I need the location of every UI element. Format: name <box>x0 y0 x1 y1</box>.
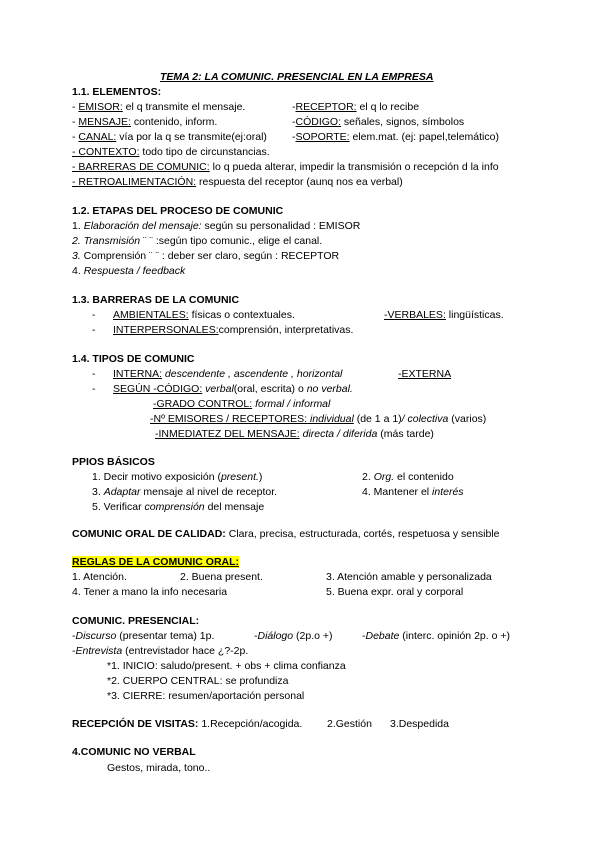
regla-4: 4. Tener a mano la info necesaria <box>72 586 228 598</box>
debate-label: Debate <box>365 630 400 642</box>
etapa-1-label: Elaboración del mensaje: <box>83 220 202 232</box>
tipo-interna-text: descendente , ascendente , horizontal <box>162 368 343 380</box>
elem-receptor: -RECEPTOR: el q lo recibe <box>292 101 420 113</box>
elem-soporte-text: elem.mat. (ej: papel,telemático) <box>349 131 499 143</box>
ppio-5-end: del mensaje <box>204 501 265 513</box>
barrera-interpersonales-text: comprensión, interpretativas. <box>218 324 354 336</box>
entrevista-step-1: *1. INICIO: saludo/present. + obs + clima confianza <box>107 660 346 672</box>
elem-mensaje: - MENSAJE: contenido, inform. <box>72 116 218 128</box>
presencial-debate <box>362 630 510 643</box>
tipo-grado-label: -GRADO CONTROL: <box>153 398 253 410</box>
ppio-2 <box>362 471 454 484</box>
barrera-verbales-label: -VERBALES: <box>384 309 446 321</box>
ppio-2-num: 2. <box>362 471 374 483</box>
etapa-3 <box>72 250 339 263</box>
entrevista-dash: - <box>72 645 76 657</box>
tipo-num-label: -Nº EMISORES / RECEPTORES: <box>150 413 308 425</box>
etapa-3-text: : deber ser claro, según : RECEPTOR <box>158 250 340 262</box>
elem-contexto-text: todo tipo de circunstancias. <box>139 146 270 158</box>
etapa-4-label: Respuesta / feedback <box>83 265 186 277</box>
tipo-segun-noverbal: no verbal. <box>306 383 353 395</box>
etapa-2-text: :según tipo comunic., elige el canal. <box>152 235 323 247</box>
debate-text: (interc. opinión 2p. o +) <box>399 630 510 642</box>
elem-canal-label: CANAL: <box>78 131 117 143</box>
section-heading-ppios: PPIOS BÁSICOS <box>72 456 155 468</box>
elem-barreras-label: BARRERAS DE COMUNIC: <box>78 161 210 173</box>
elem-receptor-text: el q lo recibe <box>356 101 420 113</box>
dialogo-text: (2p.o +) <box>293 630 333 642</box>
visitas-label: RECEPCIÓN DE VISITAS: <box>72 718 199 730</box>
barrera-interpersonales: - INTERPERSONALES:comprensión, interpretativas. <box>92 324 354 336</box>
entrevista-step-3: *3. CIERRE: resumen/aportación personal <box>107 690 305 702</box>
ppio-3-num: 3. <box>92 486 104 498</box>
section-heading-etapas: 1.2. ETAPAS DEL PROCESO DE COMUNIC <box>72 205 284 217</box>
elem-receptor-label: RECEPTOR: <box>295 101 357 113</box>
ppio-3-text: mensaje al nivel de receptor. <box>140 486 278 498</box>
ppio-1-italic: present. <box>220 471 259 483</box>
page-title: TEMA 2: LA COMUNIC. PRESENCIAL EN LA EMPRESA <box>160 71 434 83</box>
tipo-grado-text: formal / informal <box>252 398 331 410</box>
elem-contexto-label: CONTEXTO: <box>78 146 140 158</box>
regla-2: 2. Buena present. <box>180 571 263 583</box>
presencial-entrevista <box>72 645 248 658</box>
section-heading-presencial: COMUNIC. PRESENCIAL: <box>72 615 200 627</box>
elem-codigo: -CÓDIGO: señales, signos, símbolos <box>292 116 465 128</box>
tipo-inmediatez-label: -INMEDIATEZ DEL MENSAJE: <box>155 428 300 440</box>
section-heading-tipos: 1.4. TIPOS DE COMUNIC <box>72 353 195 365</box>
elem-contexto: - CONTEXTO: todo tipo de circunstancias. <box>72 146 270 158</box>
calidad-line <box>72 528 500 541</box>
tipo-num-mid: (de 1 a 1) <box>353 413 402 425</box>
section-heading-noverbal: 4.COMUNIC NO VERBAL <box>72 746 196 758</box>
entrevista-text: (entrevistador hace ¿?-2p. <box>122 645 249 657</box>
discurso-dash: - <box>72 630 76 642</box>
elem-canal: - CANAL: vía por la q se transmite(ej:oral) <box>72 131 267 143</box>
section-heading-elementos: 1.1. ELEMENTOS: <box>72 86 162 98</box>
elem-canal-text: vía por la q se transmite(ej:oral) <box>116 131 267 143</box>
tipo-num-colectiva: / colectiva <box>401 413 449 425</box>
discurso-text: (presentar tema) 1p. <box>116 630 215 642</box>
ppio-1-text: 1. Decir motivo exposición ( <box>92 471 221 483</box>
ppio-5-text: 5. Verificar <box>92 501 145 513</box>
etapa-2 <box>72 235 322 248</box>
barrera-verbales <box>384 309 504 322</box>
elem-barreras-text: lo q pueda alterar, impedir la transmisión o recepción d la info <box>209 161 499 173</box>
etapa-3-num: 3. <box>72 250 81 262</box>
etapa-1-num: 1. <box>72 220 84 232</box>
elem-emisor-label: EMISOR: <box>78 101 123 113</box>
ppio-5 <box>92 501 264 514</box>
ppio-1-end: ) <box>258 471 263 483</box>
calidad-label: COMUNIC ORAL DE CALIDAD: <box>72 528 226 540</box>
etapa-2-ditto: ¨ ¨ <box>140 235 153 247</box>
elem-codigo-label: CÓDIGO: <box>295 116 342 128</box>
etapa-3-label: Comprensión <box>80 250 147 262</box>
tipo-segun-label: SEGÚN -CÓDIGO: <box>113 383 203 395</box>
barrera-verbales-text: lingüísticas. <box>445 309 504 321</box>
elem-emisor: - EMISOR: el q transmite el mensaje. <box>72 101 246 113</box>
reglas-heading-text: REGLAS DE LA COMUNIC ORAL: <box>72 556 240 568</box>
visitas-3: 3.Despedida <box>390 718 449 730</box>
debate-dash: - <box>362 630 366 642</box>
ppio-4-text: 4. Mantener el <box>362 486 433 498</box>
tipo-interna: - INTERNA: descendente , ascendente , horizontal <box>92 368 343 380</box>
regla-1: 1. Atención. <box>72 571 127 583</box>
etapa-4 <box>72 265 185 278</box>
elem-barreras: - BARRERAS DE COMUNIC: lo q pueda alterar, impedir la transmisión o recepción d la info <box>72 161 499 173</box>
presencial-dialogo <box>254 630 333 643</box>
section-heading-reglas <box>72 556 239 569</box>
elem-retro: - RETROALIMENTACIÓN: respuesta del receptor (aunq nos ea verbal) <box>72 176 403 188</box>
elem-retro-text: respuesta del receptor (aunq nos ea verbal) <box>196 176 403 188</box>
tipo-inmediatez <box>155 428 434 441</box>
entrevista-step-2: *2. CUERPO CENTRAL: se profundiza <box>107 675 289 687</box>
elem-codigo-text: señales, signos, símbolos <box>341 116 465 128</box>
presencial-discurso <box>72 630 214 643</box>
elem-retro-label: RETROALIMENTACIÓN: <box>78 176 197 188</box>
ppio-4 <box>362 486 464 499</box>
etapa-1 <box>72 220 360 233</box>
tipo-num-individual: individual <box>307 413 354 425</box>
tipo-segun-verbal: verbal <box>202 383 234 395</box>
tipo-externa <box>398 368 451 381</box>
tipo-grado <box>153 398 330 411</box>
ppio-3 <box>92 486 277 499</box>
dialogo-label: Diálogo <box>257 630 294 642</box>
visitas-2: 2.Gestión <box>327 718 372 730</box>
elem-mensaje-text: contenido, inform. <box>130 116 218 128</box>
calidad-text: Clara, precisa, estructurada, cortés, respetuosa y sensible <box>225 528 500 540</box>
regla-3: 3. Atención amable y personalizada <box>326 571 492 583</box>
regla-5: 5. Buena expr. oral y corporal <box>326 586 464 598</box>
visitas-1: 1.Recepción/acogida. <box>198 718 303 730</box>
barrera-ambientales-text: físicas o contextuales. <box>188 309 295 321</box>
ppio-5-italic: comprensión <box>144 501 205 513</box>
tipo-num-end: (varios) <box>448 413 487 425</box>
ppio-2-text: el contenido <box>394 471 454 483</box>
ppio-1 <box>92 471 262 484</box>
etapa-1-text: según su personalidad : EMISOR <box>201 220 361 232</box>
visitas-line <box>72 718 302 731</box>
discurso-label: Discurso <box>75 630 117 642</box>
etapa-4-num: 4. <box>72 265 84 277</box>
barrera-ambientales: - AMBIENTALES: físicas o contextuales. <box>92 309 295 321</box>
elem-soporte-label: SOPORTE: <box>295 131 350 143</box>
tipo-segun: - SEGÚN -CÓDIGO: verbal(oral, escrita) o no verbal. <box>92 383 353 395</box>
entrevista-label: Entrevista <box>75 645 123 657</box>
noverbal-text: Gestos, mirada, tono.. <box>107 762 211 774</box>
tipo-inmediatez-end: (más tarde) <box>377 428 434 440</box>
tipo-num <box>150 413 486 426</box>
etapa-3-ditto: ¨ ¨ <box>146 250 159 262</box>
barrera-ambientales-label: AMBIENTALES: <box>113 309 189 321</box>
elem-emisor-text: el q transmite el mensaje. <box>122 101 246 113</box>
ppio-2-italic: Org. <box>373 471 395 483</box>
ppio-4-italic: interés <box>432 486 464 498</box>
dialogo-dash: - <box>254 630 258 642</box>
tipo-inmediatez-text: directa / diferida <box>299 428 378 440</box>
elem-mensaje-label: MENSAJE: <box>78 116 131 128</box>
elem-soporte: -SOPORTE: elem.mat. (ej: papel,telemático) <box>292 131 499 143</box>
section-heading-barreras: 1.3. BARRERAS DE LA COMUNIC <box>72 294 240 306</box>
barrera-interpersonales-label: INTERPERSONALES: <box>113 324 219 336</box>
tipo-externa-label: -EXTERNA <box>398 368 452 380</box>
etapa-2-label: 2. Transmisión <box>72 235 141 247</box>
ppio-3-italic: Adaptar <box>103 486 141 498</box>
tipo-segun-mid: (oral, escrita) o <box>233 383 307 395</box>
tipo-interna-label: INTERNA: <box>113 368 163 380</box>
